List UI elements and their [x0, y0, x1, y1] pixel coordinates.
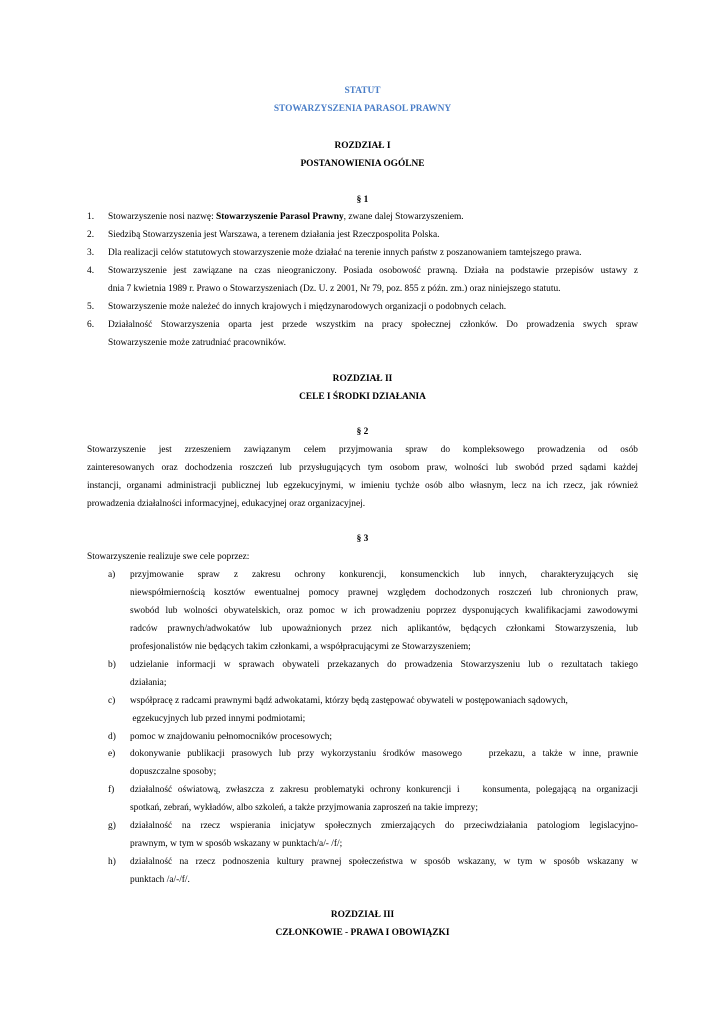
chapter-2-title: CELE I ŚRODKI DZIAŁANIA — [299, 392, 426, 402]
paragraph-text: zainteresowanych oraz dochodzenia roszczeń lub przysługujących tym osobom praw, wolności lub swobód przed sądami każdej — [87, 463, 638, 473]
list-item-text: działalność na rzecz wspierania inicjatyw społecznych zmierzających do przeciwdziałania patologiom legislacyjno- — [130, 821, 638, 831]
list-item-text: Dla realizacji celów statutowych stowarzyszenie może działać na terenie innych państw z poszanowaniem tamtejszego prawa. — [108, 248, 582, 258]
list-item-text: współpracę z radcami prawnymi bądź adwokatami, którzy będą zastępować obywateli w postępowaniach sądowych, — [130, 696, 568, 706]
paragraph-2-sign: § 2 — [356, 427, 369, 437]
document-subtitle: STOWARZYSZENIA PARASOL PRAWNY — [273, 104, 452, 114]
list-letter: g) — [108, 821, 116, 831]
chapter-2-heading: ROZDZIAŁ II — [332, 374, 393, 384]
paragraph-text: instancji, organami administracji publicznej lub egzekucyjnymi, w imieniu tychże osób albo własnym, lecz na ich rzecz, jak również — [87, 481, 638, 491]
list-letter: f) — [108, 785, 115, 795]
list-number: 4. — [87, 266, 95, 276]
list-item-text: Siedzibą Stowarzyszenia jest Warszawa, a terenem działania jest Rzeczpospolita Polska. — [108, 230, 440, 240]
list-number: 5. — [87, 302, 95, 312]
list-number: 2. — [87, 230, 95, 240]
list-item-text: Stowarzyszenie może należeć do innych krajowych i międzynarodowych organizacji o podobnych celach. — [108, 302, 507, 312]
chapter-1-heading: ROZDZIAŁ I — [334, 141, 391, 151]
list-letter: e) — [108, 749, 116, 759]
list-item-text: Stowarzyszenie nosi nazwę: — [108, 212, 217, 222]
list-item-text: Stowarzyszenie może zatrudniać pracowników. — [108, 338, 286, 348]
list-item-text: profesjonalistów nie będących takim członkami, a współpracującymi ze Stowarzyszeniem; — [130, 642, 471, 652]
list-item-text: radców prawnych/adwokatów lub upoważnionych przez nich aplikantów, będących członkami Stowarzyszenia, lub — [130, 624, 638, 634]
list-item — [108, 211, 464, 223]
list-item-text: działalność na rzecz podnoszenia kultury prawnej społeczeństwa w sposób wskazany, w tym w sposób wskazany w — [130, 857, 638, 867]
list-item-text: Działalność Stowarzyszenia oparta jest przede wszystkim na pracy społecznej członków. Do prowadzenia swych spraw — [108, 320, 638, 330]
list-number: 6. — [87, 320, 95, 330]
paragraph-1-sign: § 1 — [356, 195, 369, 205]
list-letter: b) — [108, 660, 116, 670]
list-item-text: przyjmowanie spraw z zakresu ochrony konkurencji, konsumenckich lub innych, charakteryzujących się — [130, 570, 638, 580]
document-title: STATUT — [344, 86, 381, 96]
list-item-text: swobód lub wolności obywatelskich, oraz pomoc w ich prowadzeniu poprzez dysponujących kwalifikacjami zawodowymi — [130, 606, 638, 616]
paragraph-text: Stowarzyszenie jest zrzeszeniem zawiązanym celem przyjmowania spraw do kompleksowego prowadzenia od osób — [87, 445, 638, 455]
list-item-text: dokonywanie publikacji prasowych lub przy wykorzystaniu środków masowego przekazu, a także w inne, prawnie — [130, 749, 638, 759]
paragraph-text: prowadzenia działalności informacyjnej, edukacyjnej oraz organizacyjnej. — [87, 499, 366, 509]
paragraph-intro: Stowarzyszenie realizuje swe cele poprzez: — [87, 552, 250, 562]
list-item-text: Stowarzyszenie jest zawiązane na czas nieograniczony. Posiada osobowość prawną. Działa na podstawie przepisów ustawy z — [108, 266, 638, 276]
list-letter: h) — [108, 857, 116, 867]
list-number: 3. — [87, 248, 95, 258]
list-item-text: prawnym, w tym w sposób wskazany w punktach/a/- /f/; — [130, 839, 343, 849]
chapter-3-heading: ROZDZIAŁ III — [330, 910, 395, 920]
list-number: 1. — [87, 212, 95, 222]
list-item-text: pomoc w znajdowaniu pełnomocników procesowych; — [130, 732, 333, 742]
chapter-1-title: POSTANOWIENIA OGÓLNE — [300, 159, 425, 169]
list-item-text: , zwane dalej Stowarzyszeniem. — [343, 212, 464, 222]
list-item-text: niewspółmiernością kosztów ewentualnej pomocy prawnej względem dochodzonych roszczeń lub chronionych praw, — [130, 588, 638, 598]
list-item-text: punktach /a/-/f/. — [130, 875, 190, 885]
association-name: Stowarzyszenie Parasol Prawny — [216, 212, 344, 222]
list-item-text: spotkań, zebrań, wykładów, albo szkoleń, a także przyjmowania zaproszeń na takie imprezy; — [130, 803, 478, 813]
chapter-3-title: CZŁONKOWIE - PRAWA I OBOWIĄZKI — [275, 928, 450, 938]
list-letter: a) — [108, 570, 116, 580]
list-item-text: udzielanie informacji w sprawach obywateli przekazanych do prowadzenia Stowarzyszeniu lub o rezultatach takiego — [130, 660, 638, 670]
list-letter: d) — [108, 732, 116, 742]
list-item-text: dnia 7 kwietnia 1989 r. Prawo o Stowarzyszeniach (Dz. U. z 2001, Nr 79, poz. 855 z późn. zm.) oraz niniejszego statutu. — [108, 284, 561, 294]
list-item-text: działalność oświatową, zwłaszcza z zakresu problematyki ochrony konkurencji i konsumenta, polegającą na organizacji — [130, 785, 638, 795]
list-item-text: egzekucyjnych lub przed innymi podmiotami; — [130, 714, 306, 724]
list-letter: c) — [108, 696, 116, 706]
list-item-text: działania; — [130, 678, 167, 688]
paragraph-3-sign: § 3 — [356, 534, 369, 544]
list-item-text: dopuszczalne sposoby; — [130, 767, 217, 777]
